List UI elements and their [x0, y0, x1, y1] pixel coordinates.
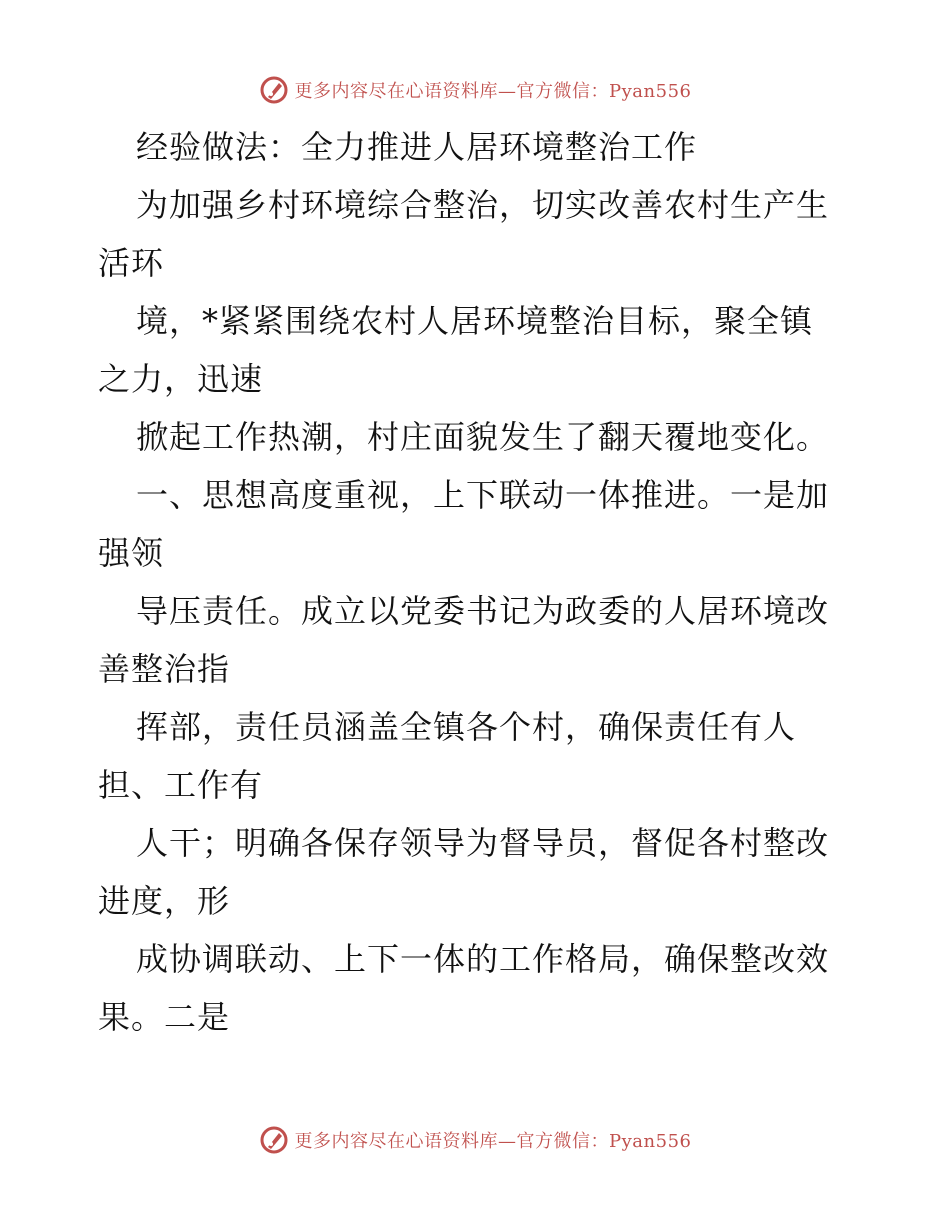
paragraph-line: 善整治指 [98, 650, 231, 688]
paragraph-line: 进度，形 [98, 882, 231, 920]
paragraph-line: 成协调联动、上下一体的工作格局，确保整改效 [136, 940, 830, 978]
paragraph-line: 果。二是 [98, 998, 231, 1036]
footer-banner [0, 1120, 950, 1160]
paragraph-line: 之力，迅速 [98, 360, 264, 398]
paragraph-line: 活环 [98, 244, 165, 282]
paragraph-line: 境，*紧紧围绕农村人居环境整治目标，聚全镇 [136, 302, 814, 340]
paragraph-line: 为加强乡村环境综合整治，切实改善农村生产生 [136, 186, 830, 224]
paragraph-line: 导压责任。成立以党委书记为政委的人居环境改 [136, 592, 830, 630]
paragraph-line: 担、工作有 [98, 766, 264, 804]
header-banner-text: 更多内容尽在心语资料库—官方微信：Pyan556 [294, 81, 692, 102]
pen-nib-logo-icon [259, 75, 289, 105]
footer-banner-text: 更多内容尽在心语资料库—官方微信：Pyan556 [294, 1131, 692, 1152]
header-banner [0, 70, 950, 110]
paragraph-line: 经验做法：全力推进人居环境整治工作 [136, 128, 698, 166]
paragraph-line: 人干；明确各保存领导为督导员，督促各村整改 [136, 824, 830, 862]
document-body [98, 118, 858, 1046]
paragraph-line: 一、思想高度重视，上下联动一体推进。一是加 [136, 476, 830, 514]
paragraph-line: 掀起工作热潮，村庄面貌发生了翻天覆地变化。 [136, 418, 830, 456]
paragraph-line: 挥部，责任员涵盖全镇各个村，确保责任有人 [136, 708, 797, 746]
pen-nib-logo-icon [259, 1125, 289, 1155]
paragraph-line: 强领 [98, 534, 165, 572]
